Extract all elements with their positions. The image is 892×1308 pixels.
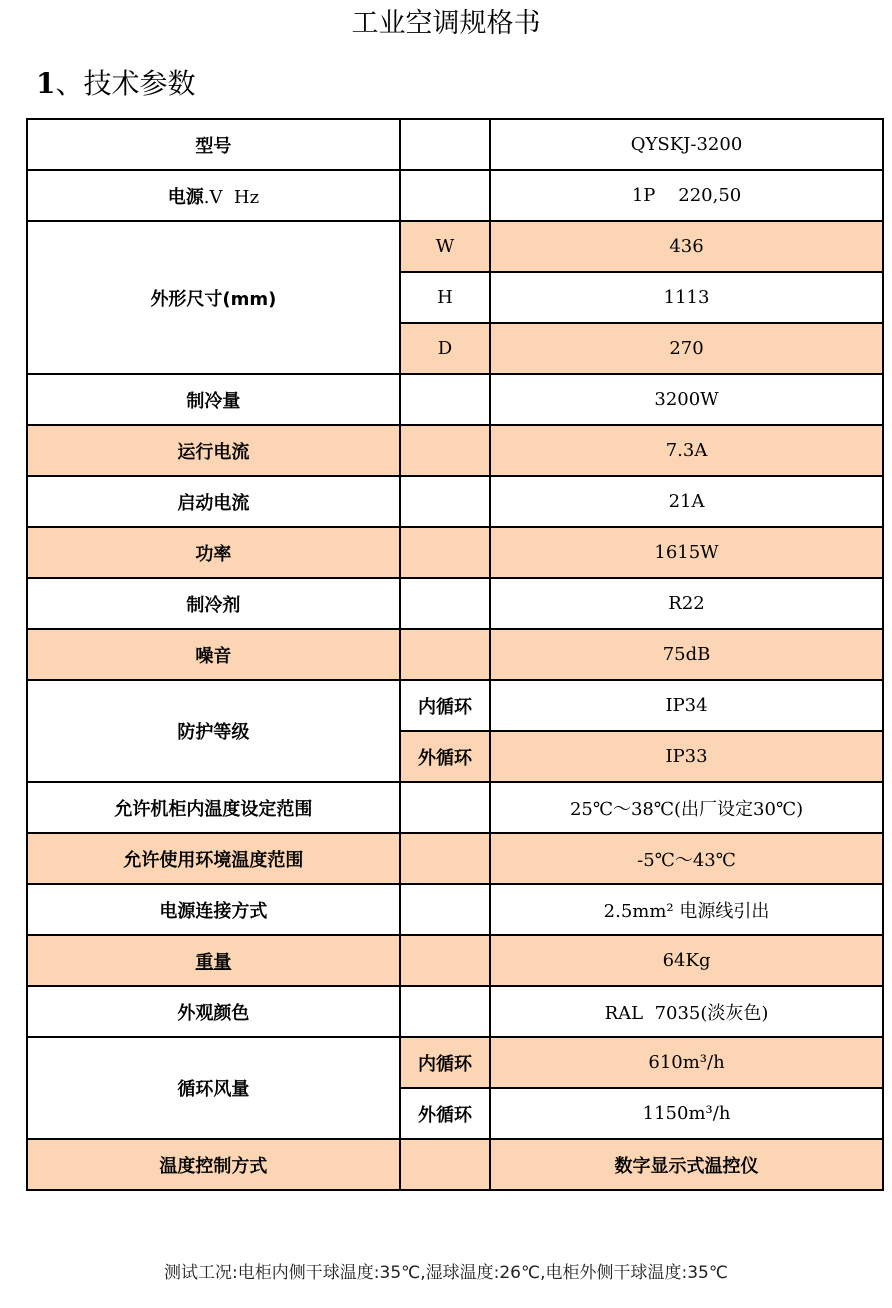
weight-label: 重量 [27, 935, 400, 986]
ambient-temp-range-label: 允许使用环境温度范围 [27, 833, 400, 884]
table-row-power-supply [27, 170, 883, 221]
airflow-inner-sub: 内循环 [400, 1037, 490, 1088]
noise-label: 噪音 [27, 629, 400, 680]
protection-outer-sub: 外循环 [400, 731, 490, 782]
table-row-color [27, 986, 883, 1037]
test-conditions-note: 测试工况:电柜内侧干球温度:35℃,湿球温度:26℃,电柜外侧干球温度:35℃ [164, 1263, 728, 1283]
dimensions-h-value: 1113 [490, 272, 883, 323]
model-sub [400, 119, 490, 170]
cooling-capacity-sub [400, 374, 490, 425]
temp-control-label: 温度控制方式 [27, 1139, 400, 1190]
cooling-capacity-value: 3200W [490, 374, 883, 425]
power-supply-value: 1P 220,50 [490, 170, 883, 221]
table-row-model [27, 119, 883, 170]
airflow-inner-value: 610m³/h [490, 1037, 883, 1088]
table-row-refrigerant [27, 578, 883, 629]
table-row-dimensions-w [27, 221, 883, 272]
starting-current-label: 启动电流 [27, 476, 400, 527]
airflow-label: 循环风量 [27, 1037, 400, 1139]
section-separator: 、 [55, 67, 84, 100]
table-row-cooling-capacity [27, 374, 883, 425]
weight-value: 64Kg [490, 935, 883, 986]
section-heading [36, 64, 196, 104]
starting-current-sub [400, 476, 490, 527]
cabinet-temp-range-label: 允许机柜内温度设定范围 [27, 782, 400, 833]
power-supply-sub [400, 170, 490, 221]
dimensions-w-sub: W [400, 221, 490, 272]
table-row-power [27, 527, 883, 578]
protection-label: 防护等级 [27, 680, 400, 782]
weight-sub [400, 935, 490, 986]
protection-inner-value: IP34 [490, 680, 883, 731]
power-supply-label-cell [27, 170, 400, 221]
table-row-ambient-temp-range [27, 833, 883, 884]
table-row-running-current [27, 425, 883, 476]
table-row-power-connection [27, 884, 883, 935]
power-label: 功率 [27, 527, 400, 578]
table-row-weight [27, 935, 883, 986]
cabinet-temp-range-sub [400, 782, 490, 833]
dimensions-w-value: 436 [490, 221, 883, 272]
model-label: 型号 [27, 119, 400, 170]
refrigerant-label: 制冷剂 [27, 578, 400, 629]
section-label: 技术参数 [83, 67, 196, 100]
running-current-sub [400, 425, 490, 476]
power-sub [400, 527, 490, 578]
noise-sub [400, 629, 490, 680]
section-number: 1 [36, 67, 56, 100]
table-row-cabinet-temp-range [27, 782, 883, 833]
table-row-protection-inner [27, 680, 883, 731]
power-connection-sub [400, 884, 490, 935]
refrigerant-sub [400, 578, 490, 629]
temp-control-value: 数字显示式温控仪 [490, 1139, 883, 1190]
power-connection-value: 2.5mm² 电源线引出 [490, 884, 883, 935]
starting-current-value: 21A [490, 476, 883, 527]
power-supply-label: 电源 [167, 186, 204, 208]
protection-outer-value: IP33 [490, 731, 883, 782]
ambient-temp-range-sub [400, 833, 490, 884]
power-supply-label-suffix: .V Hz [203, 186, 260, 208]
power-value: 1615W [490, 527, 883, 578]
table-row-temp-control [27, 1139, 883, 1190]
dimensions-h-sub: H [400, 272, 490, 323]
temp-control-sub [400, 1139, 490, 1190]
table-row-starting-current [27, 476, 883, 527]
cabinet-temp-range-value: 25℃～38℃(出厂设定30℃) [490, 782, 883, 833]
cooling-capacity-label: 制冷量 [27, 374, 400, 425]
protection-inner-sub: 内循环 [400, 680, 490, 731]
model-value: QYSKJ-3200 [490, 119, 883, 170]
document-title: 工业空调规格书 [351, 8, 541, 39]
color-sub [400, 986, 490, 1037]
dimensions-d-sub: D [400, 323, 490, 374]
airflow-outer-sub: 外循环 [400, 1088, 490, 1139]
color-label: 外观颜色 [27, 986, 400, 1037]
airflow-outer-value: 1150m³/h [490, 1088, 883, 1139]
ambient-temp-range-value: -5℃～43℃ [490, 833, 883, 884]
refrigerant-value: R22 [490, 578, 883, 629]
color-value: RAL 7035(淡灰色) [490, 986, 883, 1037]
spec-table [26, 118, 884, 1191]
running-current-value: 7.3A [490, 425, 883, 476]
power-connection-label: 电源连接方式 [27, 884, 400, 935]
table-row-airflow-inner [27, 1037, 883, 1088]
table-row-noise [27, 629, 883, 680]
dimensions-d-value: 270 [490, 323, 883, 374]
dimensions-label: 外形尺寸(mm) [27, 221, 400, 374]
running-current-label: 运行电流 [27, 425, 400, 476]
noise-value: 75dB [490, 629, 883, 680]
